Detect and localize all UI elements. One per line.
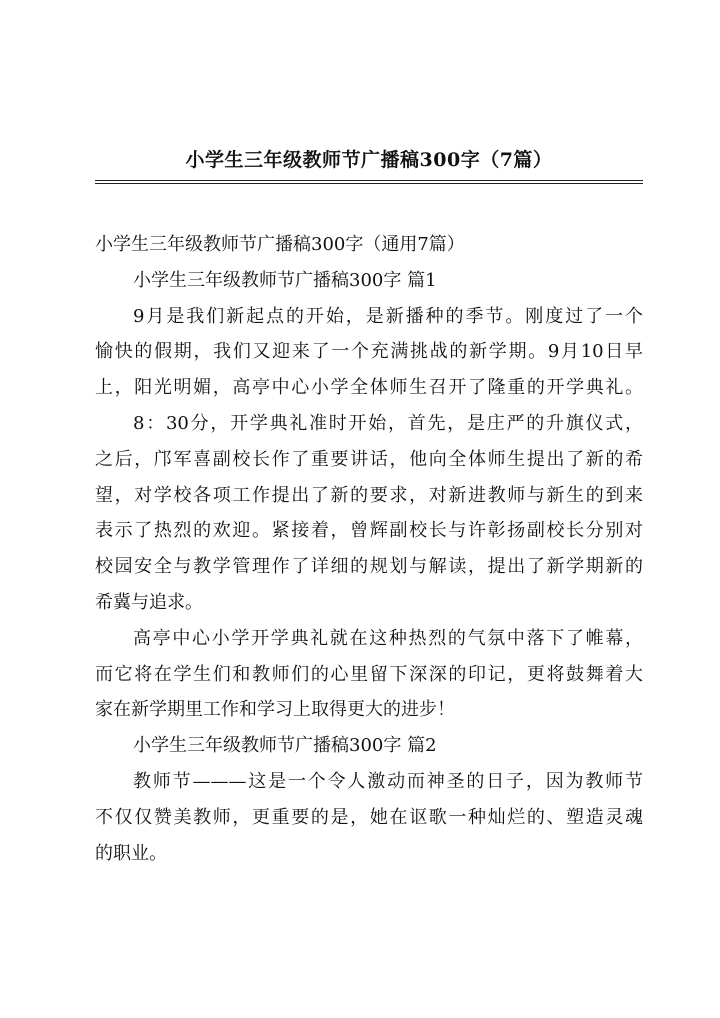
- paragraph-line: 教师节———这是一个令人激动而神圣的日子，因为教师节: [133, 770, 643, 792]
- document-body: [95, 227, 643, 871]
- section-heading-1: 小学生三年级教师节广播稿300字 篇1: [133, 269, 437, 291]
- paragraph-line: 上，阳光明媚，高亭中心小学全体师生召开了隆重的开学典礼。: [95, 377, 643, 399]
- paragraph-line: 校园安全与教学管理作了详细的规划与解读，提出了新学期新的: [95, 556, 643, 578]
- subtitle-line: 小学生三年级教师节广播稿300字（通用7篇）: [95, 234, 465, 255]
- paragraph-line: 望，对学校各项工作提出了新的要求，对新进教师与新生的到来: [95, 484, 643, 506]
- section-heading-2: 小学生三年级教师节广播稿300字 篇2: [133, 735, 437, 757]
- document-title: 小学生三年级教师节广播稿300字（7篇）: [185, 149, 553, 171]
- paragraph-line: 家在新学期里工作和学习上取得更大的进步！: [95, 699, 455, 721]
- paragraph-line: 的职业。: [95, 842, 167, 864]
- paragraph-line: 之后，邝军喜副校长作了重要讲话，他向全体师生提出了新的希: [95, 448, 643, 470]
- paragraph-line: 8：30分，开学典礼准时开始，首先，是庄严的升旗仪式，: [133, 412, 643, 434]
- paragraph-line: 表示了热烈的欢迎。紧接着，曾辉副校长与许彰扬副校长分别对: [95, 520, 643, 542]
- title-divider: [95, 180, 643, 184]
- paragraph-line: 高亭中心小学开学典礼就在这种热烈的气氛中落下了帷幕，: [133, 627, 643, 649]
- paragraph-line: 愉快的假期，我们又迎来了一个充满挑战的新学期。9月10日早: [95, 341, 643, 363]
- paragraph-line: 不仅仅赞美教师，更重要的是，她在讴歌一种灿烂的、塑造灵魂: [95, 806, 643, 828]
- paragraph-line: 9月是我们新起点的开始，是新播种的季节。刚度过了一个: [133, 305, 643, 327]
- paragraph-line: 希冀与追求。: [95, 591, 203, 613]
- paragraph-line: 而它将在学生们和教师们的心里留下深深的印记，更将鼓舞着大: [95, 663, 643, 685]
